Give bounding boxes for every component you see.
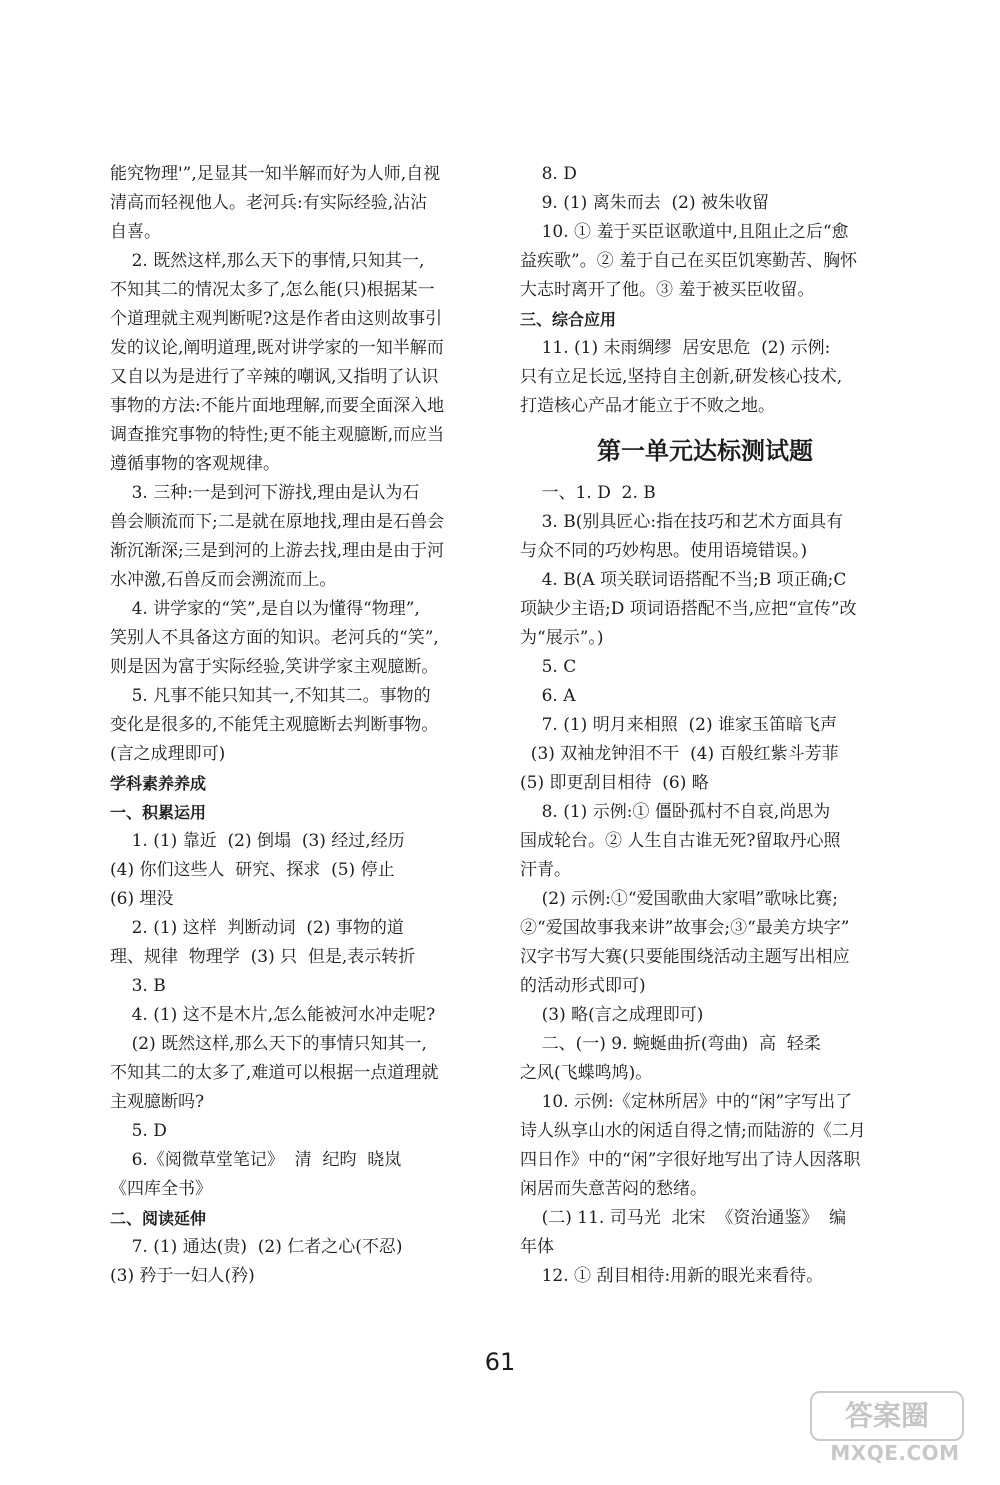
- text-line: 不知其二的情况太多了,怎么能(只)根据某一: [110, 280, 435, 300]
- text-line: 国成轮台。② 人生自古谁无死?留取丹心照: [520, 831, 841, 851]
- page-number: 61: [484, 1348, 516, 1376]
- text-line: 不知其二的太多了,难道可以根据一点道理就: [110, 1063, 439, 1083]
- text-line: 3. B(别具匠心:指在技巧和艺术方面具有: [520, 512, 844, 532]
- text-line: 调查推究事物的特性;更不能主观臆断,而应当: [110, 425, 445, 445]
- text-line: 又自以为是进行了辛辣的嘲讽,又指明了认识: [110, 367, 439, 387]
- text-line: 则是因为富于实际经验,笑讲学家主观臆断。: [110, 657, 439, 677]
- text-line: (6) 埋没: [110, 889, 174, 909]
- text-line: 6.《阅微草堂笔记》 清 纪昀 晓岚: [110, 1150, 402, 1170]
- text-line: 10. 示例:《定林所居》中的“闲”字写出了: [520, 1092, 853, 1112]
- text-line: (2) 示例:①“爱国歌曲大家唱”歌咏比赛;: [520, 889, 838, 909]
- text-line: 闲居而失意苦闷的愁绪。: [520, 1179, 707, 1199]
- text-line: (言之成理即可): [110, 744, 226, 764]
- text-line: 一、1. D 2. B: [520, 483, 656, 503]
- text-line: 大志时离开了他。③ 羞于被买臣收留。: [520, 280, 815, 300]
- text-line: (4) 你们这些人 研究、探求 (5) 停止: [110, 860, 395, 880]
- text-line: 《四库全书》: [110, 1179, 212, 1199]
- text-line: (3) 略(言之成理即可): [520, 1005, 704, 1025]
- text-line: 7. (1) 通达(贵) (2) 仁者之心(不忍): [110, 1237, 403, 1257]
- text-line: 3. 三种:一是到河下游找,理由是认为石: [110, 483, 420, 503]
- text-line: 1. (1) 靠近 (2) 倒塌 (3) 经过,经历: [110, 831, 405, 851]
- text-line: 6. A: [520, 686, 576, 706]
- text-line: 能究物理'”,足显其一知半解而好为人师,自视: [110, 164, 441, 184]
- section-heading: 二、阅读延伸: [110, 1209, 207, 1228]
- text-line: 清高而轻视他人。老河兵:有实际经验,沾沾: [110, 193, 428, 213]
- text-line: (2) 既然这样,那么天下的事情只知其一,: [110, 1034, 427, 1054]
- text-line: 项缺少主语;D 项词语搭配不当,应把“宣传”改: [520, 599, 857, 619]
- text-line: 2. 既然这样,那么天下的事情,只知其一,: [110, 251, 425, 271]
- text-line: 之风(飞蝶鸣鸠)。: [520, 1063, 653, 1083]
- text-line: 理、规律 物理学 (3) 只 但是,表示转折: [110, 947, 416, 967]
- text-line: (3) 矜于一妇人(矜): [110, 1266, 255, 1286]
- text-line: (3) 双袖龙钟泪不干 (4) 百般红紫斗芳菲: [520, 744, 839, 764]
- text-line: 发的议论,阐明道理,既对讲学家的一知半解而: [110, 338, 444, 358]
- text-line: 9. (1) 离朱而去 (2) 被朱收留: [520, 193, 770, 213]
- section-heading: 一、积累运用: [110, 803, 207, 822]
- text-line: 4. 讲学家的“笑”,是自以为懂得“物理”,: [110, 599, 420, 619]
- text-line: 笑别人不具备这方面的知识。老河兵的“笑”,: [110, 628, 439, 648]
- section-heading: 学科素养养成: [110, 774, 207, 793]
- right-column-top: [520, 160, 890, 421]
- text-line: 自喜。: [110, 222, 161, 242]
- text-line: 11. (1) 未雨绸缪 居安思危 (2) 示例:: [520, 338, 831, 358]
- text-line: 5. 凡事不能只知其一,不知其二。事物的: [110, 686, 431, 706]
- text-line: 诗人纵享山水的闲适自得之情;而陆游的《二月: [520, 1121, 866, 1141]
- text-line: 渐沉渐深;三是到河的上游去找,理由是由于河: [110, 541, 445, 561]
- text-line: 汉字书写大赛(只要能围绕活动主题写出相应: [520, 947, 850, 967]
- watermark-url: MXQE.COM: [830, 1441, 960, 1465]
- text-line: 主观臆断吗?: [110, 1092, 205, 1112]
- text-line: 年体: [520, 1237, 554, 1257]
- left-column: [110, 160, 480, 1291]
- text-line: 汗青。: [520, 860, 571, 880]
- text-line: 8. (1) 示例:① 僵卧孤村不自哀,尚思为: [520, 802, 831, 822]
- watermark-mark: 答案圈: [810, 1391, 964, 1441]
- text-line: 四日作》中的“闲”字很好地写出了诗人因落职: [520, 1150, 861, 1170]
- text-line: 7. (1) 明月来相照 (2) 谁家玉笛暗飞声: [520, 715, 838, 735]
- right-column: [520, 160, 890, 1291]
- section-title: 第一单元达标测试题: [597, 437, 813, 465]
- text-line: 二、(一) 9. 蜿蜒曲折(弯曲) 高 轻柔: [520, 1034, 821, 1054]
- text-line: 只有立足长远,坚持自主创新,研发核心技术,: [520, 367, 843, 387]
- text-line: 益疾歌”。② 羞于自己在买臣饥寒勤苦、胸怀: [520, 251, 858, 271]
- text-line: 兽会顺流而下;二是就在原地找,理由是石兽会: [110, 512, 445, 532]
- text-line: 2. (1) 这样 判断动词 (2) 事物的道: [110, 918, 404, 938]
- text-line: 个道理就主观判断呢?这是作者由这则故事引: [110, 309, 443, 329]
- text-line: 10. ① 羞于买臣讴歌道中,且阻止之后“愈: [520, 222, 849, 242]
- right-column-bottom: [520, 479, 890, 1291]
- text-line: 遵循事物的客观规律。: [110, 454, 280, 474]
- text-line: 4. B(A 项关联词语搭配不当;B 项正确;C: [520, 570, 847, 590]
- text-line: 4. (1) 这不是木片,怎么能被河水冲走呢?: [110, 1005, 436, 1025]
- text-line: 3. B: [110, 976, 166, 996]
- text-line: 5. C: [520, 657, 577, 677]
- text-line: 打造核心产品才能立于不败之地。: [520, 396, 775, 416]
- text-line: 与众不同的巧妙构思。使用语境错误。): [520, 541, 808, 561]
- text-line: 事物的方法:不能片面地理解,而要全面深入地: [110, 396, 445, 416]
- text-line: 5. D: [110, 1121, 167, 1141]
- text-line: 的活动形式即可): [520, 976, 646, 996]
- section-heading: 三、综合应用: [520, 310, 617, 329]
- text-line: 8. D: [520, 164, 577, 184]
- text-line: 为“展示”。): [520, 628, 604, 648]
- text-line: 水冲激,石兽反而会溯流而上。: [110, 570, 337, 590]
- watermark-logo: [810, 1391, 980, 1473]
- text-line: (二) 11. 司马光 北宋 《资治通鉴》 编: [520, 1208, 847, 1228]
- text-line: ②“爱国故事我来讲”故事会;③“最美方块字”: [520, 918, 850, 938]
- text-line: (5) 即更刮目相待 (6) 略: [520, 773, 709, 793]
- text-line: 变化是很多的,不能凭主观臆断去判断事物。: [110, 715, 439, 735]
- text-line: 12. ① 刮目相待:用新的眼光来看待。: [520, 1266, 824, 1286]
